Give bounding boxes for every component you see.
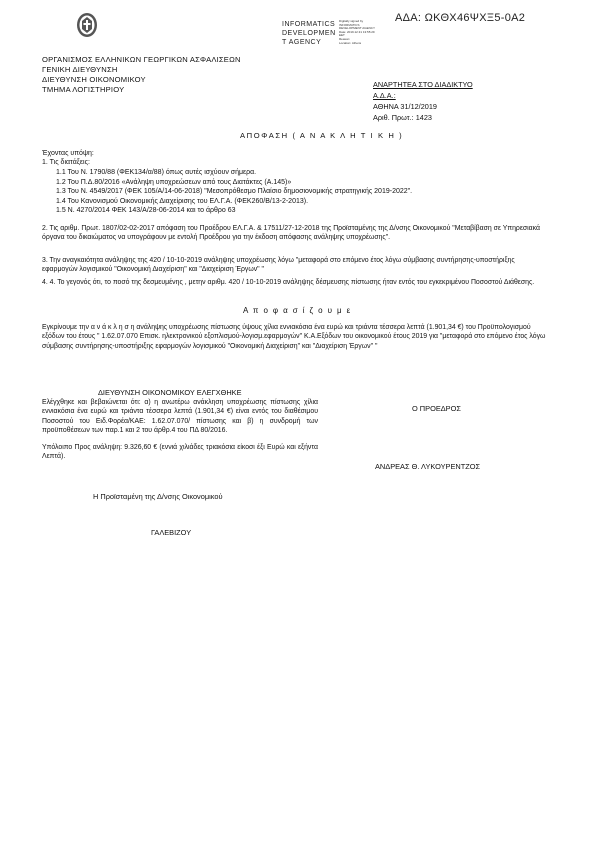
- document-date: ΑΘΗΝΑ 31/12/2019: [373, 102, 437, 111]
- head-of-finance-name: ΓΑΛΕΒΙΖΟΥ: [151, 528, 192, 537]
- organization-block: [42, 55, 241, 95]
- control-verification-text: Ελέγχθηκε και βεβαιώνεται ότι: α) η ανωτέρω ανάκληση υποχρέωσης πίστωσης χίλια εννιακόσια ένα ευρώ και τριάντα τέσσερα λεπτά (1.901,34 €) είναι εντός του διαθέσιμου Ποσοστού του Ειδ.Φορέα/ΚΑΕ: 1.62.07.070/ πίστωσης και β) η συνδρομή των προϋποθέσεων των παρ.1 και 2 του άρθρ.4 του ΠΔ 80/2016.: [42, 399, 318, 434]
- decision-heading: Α π ο φ α σ ί ζ ο υ μ ε: [243, 306, 352, 315]
- president-role: Ο ΠΡΟΕΔΡΟΣ: [412, 404, 461, 413]
- list-item: 1.4 Του Κανονισμού Οικονομικής Διαχείρισης του ΕΛ.Γ.Α. (ΦΕΚ260/Β/13-2-2013).: [56, 197, 309, 205]
- list-item: 1.2 Του Π.Δ.80/2016 «Ανάληψη υποχρεώσεων από τους Διατάκτες (Α.145)»: [56, 178, 292, 186]
- decision-body: Εγκρίνουμε την α ν ά κ λ η σ η ανάληψης υποχρέωσης πίστωσης ύψους χίλια εννιακόσια ένα ευρώ και τριάντα τέσσερα λεπτά (1.901,34 €) του Προϋπολογισμού εξόδων του έτους " 1.62.07.070 Επισκ. ηλεκτρονικού εξοπλισμού-λογισμ.εφαρμογών" Κ.Α.Εξόδων του οικονομικού έτους 2019 για "μεταφορά στο επόμενο έτος λόγω σύμβασης συντήρησης-υποστήριξης εφαρμογών λογισμικού "Οικονομική Διαχείριση" και "Διαχείριση Έργων" ": [42, 324, 546, 350]
- document-title: ΑΠΟΦΑΣΗ ( Α Ν Α Κ Λ Η Τ Ι Κ Η ): [240, 131, 404, 140]
- signature-line: EET: [339, 33, 345, 38]
- org-name: ΟΡΓΑΝΙΣΜΟΣ ΕΛΛΗΝΙΚΩΝ ΓΕΩΡΓΙΚΩΝ ΑΣΦΑΛΙΣΕΩΝ: [42, 55, 241, 64]
- preamble-item-1: 1. Τις διατάξεις:: [42, 159, 90, 166]
- president-name: ΑΝΔΡΕΑΣ Θ. ΛΥΚΟΥΡΕΝΤΖΟΣ: [375, 462, 481, 471]
- list-item: 1.5 Ν. 4270/2014 ΦΕΚ 143/Α/28-06-2014 και το άρθρο 63: [56, 207, 236, 214]
- protocol-number: Αριθ. Πρωτ.: 1423: [373, 113, 432, 122]
- org-general-directorate: ΓΕΝΙΚΗ ΔΙΕΥΘΥΝΣΗ: [42, 65, 118, 74]
- logo-line-3: T AGENCY: [282, 39, 322, 46]
- legal-provisions-list: [56, 168, 412, 216]
- preamble-item-2: 2. Τις αριθμ. Πρωτ. 1807/02-02-2017 απόφαση του Προέδρου ΕΛ.Γ.Α. & 17511/27-12-2018 της Προϊσταμένης της Δ/νσης Οικονομικού "Μεταβίβαση σε Υπηρεσιακά όργανα του δικαιώματος να υπογράφουν με εντολή Προέδρου για την έκδοση απόφασης ανάληψης υποχρέωσης".: [42, 225, 541, 242]
- remaining-balance-text: Υπόλοιπο Προς ανάληψη: 9.326,60 € (εννιά χιλιάδες τριακόσια είκοσι έξι Ευρώ και εξήντα Λεπτά).: [42, 444, 318, 461]
- logo-line-2: DEVELOPMEN: [282, 30, 336, 37]
- org-department: ΤΜΗΜΑ ΛΟΓΙΣΤΗΡΙΟΥ: [42, 85, 125, 94]
- greek-emblem-icon: [76, 12, 98, 38]
- preamble-intro: Έχοντας υπόψη:: [42, 150, 94, 157]
- list-item: 1.1 Του Ν. 1790/88 (ΦΕΚ134/α/88) όπως αυτές ισχύουν σήμερα.: [56, 169, 257, 176]
- org-directorate: ΔΙΕΥΘΥΝΣΗ ΟΙΚΟΝΟΜΙΚΟΥ: [42, 75, 146, 84]
- head-of-finance-role: Η Προϊσταμένη της Δ/νσης Οικονομικού: [93, 492, 223, 501]
- signature-line: Digitally signed by: [339, 19, 364, 23]
- control-heading: ΔΙΕΥΘΥΝΣΗ ΟΙΚΟΝΟΜΙΚΟΥ ΕΛΕΓΧΘΗΚΕ: [98, 388, 242, 397]
- preamble-item-3: 3. Την αναγκαιότητα ανάληψης της 420 / 10-10-2019 ανάληψης υποχρέωσης λόγω "μεταφορά στο επόμενο έτος λόγω σύμβασης συντήρησης-υποστήριξης εφαρμογών λογισμικού "Οικονομική Διαχείριση" και "Διαχείριση Έργων" ": [42, 257, 515, 274]
- list-item: 1.3 Του Ν. 4549/2017 (ΦΕΚ 105/Α/14-06-2018) "Μεσοπρόθεσμο Πλαίσιο δημοσιονομικής στρατηγικής 2019-2022".: [56, 188, 413, 195]
- ada-header: ΑΔΑ: ΩΚΘΧ46ΨΧΞ5-0Α2: [395, 12, 526, 24]
- post-online-note: ΑΝΑΡΤΗΤΕΑ ΣΤΟ ΔΙΑΔΙΚΤΥΟ: [373, 80, 473, 89]
- document-meta: [373, 79, 473, 123]
- digital-signature-stamp: [339, 20, 375, 45]
- signature-line: Reason:: [339, 36, 351, 41]
- logo-line-1: INFORMATICS: [282, 21, 336, 28]
- signature-line: Location: Athens: [339, 40, 362, 45]
- signature-line: Date: 2019.12.31 13:55:29: [339, 29, 375, 34]
- signature-line: DEVELOPMENT AGENCY: [339, 26, 375, 31]
- ada-label: Α.Δ.Α.:: [373, 91, 396, 100]
- preamble-item-4: 4. 4. Το γεγονός ότι, το ποσό της δεσμευμένης , μετην αριθμ. 420 / 10-10-2019 ανάληψης δέσμευσης πίστωσης ήταν εντός του εγκεκριμένου Ποσοστού Διάθεσης.: [42, 279, 535, 286]
- signature-line: INFORMATICS: [339, 22, 360, 27]
